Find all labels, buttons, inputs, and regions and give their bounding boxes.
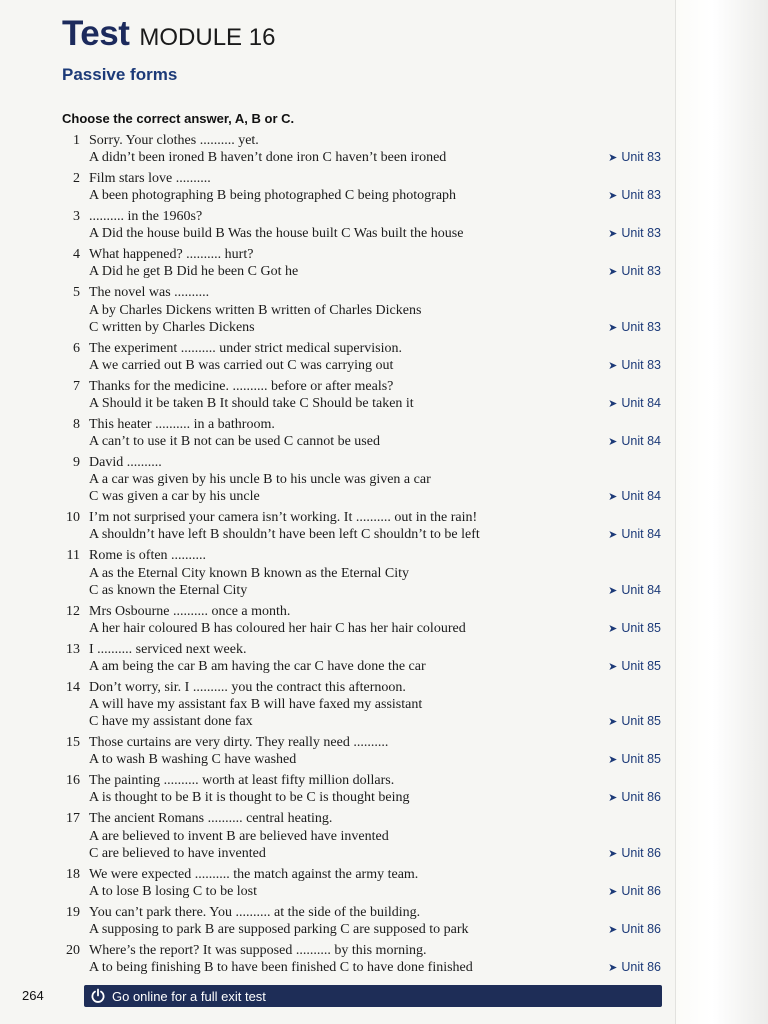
question-item — [62, 132, 667, 166]
arrow-right-icon: ➤ — [608, 847, 618, 860]
answer-options-line — [62, 845, 667, 862]
answer-options-line — [62, 187, 667, 204]
unit-label: Unit 84 — [621, 489, 661, 504]
answer-options-line — [62, 319, 667, 336]
answer-options: A will have my assistant fax B will have faxed my assistant — [89, 697, 423, 713]
unit-label: Unit 83 — [621, 264, 661, 279]
answer-options-line — [62, 149, 667, 166]
question-stem-line — [62, 734, 667, 751]
question-stem-line — [62, 170, 667, 187]
unit-reference — [608, 620, 661, 638]
question-item — [62, 284, 667, 336]
unit-reference — [608, 433, 661, 451]
question-number: 7 — [73, 378, 80, 394]
question-stem-line — [62, 866, 667, 883]
question-item — [62, 603, 667, 637]
question-stem: Sorry. Your clothes .......... yet. — [89, 133, 259, 148]
unit-reference — [608, 582, 661, 600]
question-stem: Mrs Osbourne .......... once a month. — [89, 603, 291, 619]
question-stem: Film stars love .......... — [89, 171, 211, 187]
unit-label: Unit 85 — [621, 752, 661, 767]
online-exit-test-text: Go online for a full exit test — [112, 988, 266, 1004]
question-item — [62, 904, 667, 938]
unit-reference — [608, 488, 661, 506]
question-number: 18 — [66, 866, 80, 882]
unit-reference — [608, 319, 661, 337]
question-stem-line — [62, 454, 667, 471]
question-stem: David .......... — [89, 455, 162, 470]
unit-reference — [608, 959, 661, 977]
answer-options: A a car was given by his uncle B to his uncle was given a car — [89, 472, 431, 488]
unit-label: Unit 86 — [621, 883, 661, 898]
unit-label: Unit 86 — [621, 845, 661, 860]
arrow-right-icon: ➤ — [608, 754, 618, 767]
question-item — [62, 509, 667, 543]
question-stem-line — [62, 416, 667, 433]
question-stem: This heater .......... in a bathroom. — [89, 416, 275, 432]
answer-options-line — [62, 433, 667, 450]
question-stem-line — [62, 772, 667, 789]
answer-options: A Should it be taken B It should take C Should be taken it — [89, 395, 414, 411]
unit-reference — [608, 263, 661, 281]
question-stem: Don’t worry, sir. I .......... you the contract this afternoon. — [89, 679, 406, 695]
question-stem: Those curtains are very dirty. They really need .......... — [89, 735, 389, 751]
question-item — [62, 208, 667, 242]
arrow-right-icon: ➤ — [608, 716, 618, 729]
question-stem: You can’t park there. You .......... at the side of the building. — [89, 904, 421, 920]
question-number: 20 — [66, 942, 80, 958]
arrow-right-icon: ➤ — [608, 228, 618, 241]
online-exit-test-banner[interactable] — [84, 985, 662, 1007]
question-item — [62, 416, 667, 450]
question-number: 13 — [66, 641, 80, 657]
unit-reference — [608, 751, 661, 769]
question-stem: What happened? .......... hurt? — [89, 247, 254, 263]
arrow-right-icon: ➤ — [608, 529, 618, 542]
answer-options-line — [62, 658, 667, 675]
question-number: 14 — [66, 679, 80, 695]
question-number: 17 — [66, 811, 80, 827]
unit-label: Unit 85 — [621, 620, 661, 635]
answer-options: A supposing to park B are supposed parking C are supposed to park — [89, 921, 469, 937]
answer-options-line — [62, 921, 667, 938]
question-item — [62, 340, 667, 374]
page-title — [62, 14, 275, 54]
unit-reference — [608, 883, 661, 901]
answer-options: C are believed to have invented — [89, 845, 266, 861]
question-item — [62, 547, 667, 599]
arrow-right-icon: ➤ — [608, 321, 618, 334]
question-item — [62, 170, 667, 204]
question-stem-line — [62, 547, 667, 564]
question-stem: Rome is often .......... — [89, 548, 207, 564]
arrow-right-icon: ➤ — [608, 962, 618, 975]
unit-reference — [608, 526, 661, 544]
unit-reference — [608, 225, 661, 243]
unit-label: Unit 86 — [621, 790, 661, 805]
question-item — [62, 454, 667, 506]
unit-label: Unit 83 — [621, 357, 661, 372]
question-number: 3 — [73, 209, 80, 225]
question-number: 2 — [73, 171, 80, 187]
question-number: 10 — [66, 510, 80, 526]
arrow-right-icon: ➤ — [608, 622, 618, 635]
answer-options: A can’t to use it B not can be used C cannot be used — [89, 434, 380, 450]
question-number: 5 — [73, 285, 80, 301]
unit-reference — [608, 658, 661, 676]
unit-label: Unit 83 — [621, 150, 661, 165]
answer-options: A is thought to be B it is thought to be C is thought being — [89, 790, 410, 806]
power-icon — [90, 988, 106, 1004]
arrow-right-icon: ➤ — [608, 359, 618, 372]
answer-options: A Did he get B Did he been C Got he — [89, 264, 299, 280]
answer-options-line — [62, 526, 667, 543]
unit-reference — [608, 713, 661, 731]
question-stem-line — [62, 810, 667, 827]
answer-options: A didn’t been ironed B haven’t done iron C haven’t been ironed — [89, 150, 447, 166]
unit-label: Unit 86 — [621, 921, 661, 936]
question-number: 11 — [66, 548, 80, 564]
answer-options-line — [62, 357, 667, 374]
answer-options-line — [62, 395, 667, 412]
question-number: 8 — [73, 416, 80, 432]
unit-reference — [608, 187, 661, 205]
question-number: 6 — [73, 340, 80, 356]
arrow-right-icon: ➤ — [608, 792, 618, 805]
answer-options: A am being the car B am having the car C have done the car — [89, 658, 426, 674]
question-stem-line — [62, 208, 667, 225]
question-number: 19 — [66, 904, 80, 920]
question-stem: Thanks for the medicine. .......... before or after meals? — [89, 378, 394, 394]
page-number: 264 — [22, 988, 44, 1003]
question-stem-line — [62, 132, 667, 149]
question-stem: The experiment .......... under strict medical supervision. — [89, 340, 402, 356]
section-subtitle: Passive forms — [62, 65, 178, 84]
question-stem: Where’s the report? It was supposed .......... by this morning. — [89, 942, 427, 958]
answer-options-line — [62, 302, 667, 319]
question-stem-line — [62, 284, 667, 301]
arrow-right-icon: ➤ — [608, 190, 618, 203]
answer-options: C written by Charles Dickens — [89, 319, 255, 335]
answer-options-line — [62, 713, 667, 730]
question-item — [62, 772, 667, 806]
answer-options-line — [62, 565, 667, 582]
question-stem-line — [62, 904, 667, 921]
answer-options: C have my assistant done fax — [89, 714, 253, 730]
answer-options-line — [62, 620, 667, 637]
answer-options-line — [62, 488, 667, 505]
question-item — [62, 810, 667, 862]
title-module: MODULE 16 — [139, 24, 276, 51]
arrow-right-icon: ➤ — [608, 584, 618, 597]
unit-label: Unit 83 — [621, 226, 661, 241]
answer-options: C was given a car by his uncle — [89, 489, 260, 505]
question-stem-line — [62, 509, 667, 526]
instructions: Choose the correct answer, A, B or C. — [62, 111, 295, 126]
answer-options: A Did the house build B Was the house built C Was built the house — [89, 226, 464, 242]
question-stem-line — [62, 246, 667, 263]
question-number: 9 — [73, 455, 80, 470]
answer-options-line — [62, 883, 667, 900]
question-item — [62, 641, 667, 675]
answer-options: A to lose B losing C to be lost — [89, 883, 258, 899]
arrow-right-icon: ➤ — [608, 923, 618, 936]
question-number: 4 — [73, 247, 80, 263]
unit-reference — [608, 357, 661, 375]
answer-options-line — [62, 696, 667, 713]
question-stem: .......... in the 1960s? — [89, 209, 203, 225]
unit-label: Unit 83 — [621, 188, 661, 203]
answer-options-line — [62, 582, 667, 599]
unit-reference — [608, 395, 661, 413]
arrow-right-icon: ➤ — [608, 885, 618, 898]
answer-options: C as known the Eternal City — [89, 582, 248, 598]
question-stem-line — [62, 942, 667, 959]
question-item — [62, 378, 667, 412]
arrow-right-icon: ➤ — [608, 152, 618, 165]
answer-options-line — [62, 959, 667, 976]
question-stem: The painting .......... worth at least fifty million dollars. — [89, 773, 395, 789]
answer-options: A to being finishing B to have been finished C to have done finished — [89, 960, 473, 976]
answer-options-line — [62, 471, 667, 488]
question-stem-line — [62, 641, 667, 658]
question-stem-line — [62, 378, 667, 395]
arrow-right-icon: ➤ — [608, 436, 618, 449]
unit-label: Unit 85 — [621, 714, 661, 729]
question-item — [62, 942, 667, 976]
question-number: 1 — [73, 133, 80, 148]
answer-options: A been photographing B being photographed C being photograph — [89, 188, 457, 204]
unit-reference — [608, 149, 661, 167]
answer-options: A we carried out B was carried out C was carrying out — [89, 357, 394, 373]
answer-options-line — [62, 751, 667, 768]
answer-options: A are believed to invent B are believed have invented — [89, 828, 389, 844]
unit-label: Unit 84 — [621, 434, 661, 449]
unit-reference — [608, 845, 661, 863]
arrow-right-icon: ➤ — [608, 397, 618, 410]
answer-options: A her hair coloured B has coloured her hair C has her hair coloured — [89, 620, 466, 636]
question-item — [62, 734, 667, 768]
unit-reference — [608, 789, 661, 807]
arrow-right-icon: ➤ — [608, 660, 618, 673]
question-number: 12 — [66, 603, 80, 619]
question-item — [62, 679, 667, 731]
question-item — [62, 866, 667, 900]
unit-reference — [608, 921, 661, 939]
question-stem: We were expected .......... the match against the army team. — [89, 866, 419, 882]
question-stem: I .......... serviced next week. — [89, 641, 247, 657]
arrow-right-icon: ➤ — [608, 266, 618, 279]
question-stem-line — [62, 679, 667, 696]
question-stem: The ancient Romans .......... central heating. — [89, 811, 333, 827]
answer-options-line — [62, 789, 667, 806]
page-edge — [675, 0, 768, 1024]
arrow-right-icon: ➤ — [608, 491, 618, 504]
question-number: 15 — [66, 735, 80, 751]
question-stem-line — [62, 340, 667, 357]
answer-options-line — [62, 263, 667, 280]
answer-options: A by Charles Dickens written B written of Charles Dickens — [89, 302, 422, 318]
question-stem-line — [62, 603, 667, 620]
answer-options: A shouldn’t have left B shouldn’t have been left C shouldn’t to be left — [89, 527, 480, 543]
answer-options: A to wash B washing C have washed — [89, 752, 297, 768]
question-number: 16 — [66, 773, 80, 789]
answer-options-line — [62, 828, 667, 845]
unit-label: Unit 84 — [621, 395, 661, 410]
unit-label: Unit 83 — [621, 319, 661, 334]
unit-label: Unit 84 — [621, 582, 661, 597]
answer-options: A as the Eternal City known B known as the Eternal City — [89, 565, 410, 581]
question-item — [62, 246, 667, 280]
unit-label: Unit 86 — [621, 960, 661, 975]
question-stem: I’m not surprised your camera isn’t working. It .......... out in the rain! — [89, 510, 478, 526]
question-stem: The novel was .......... — [89, 285, 210, 301]
title-test: Test — [62, 14, 130, 53]
unit-label: Unit 84 — [621, 527, 661, 542]
answer-options-line — [62, 225, 667, 242]
unit-label: Unit 85 — [621, 658, 661, 673]
